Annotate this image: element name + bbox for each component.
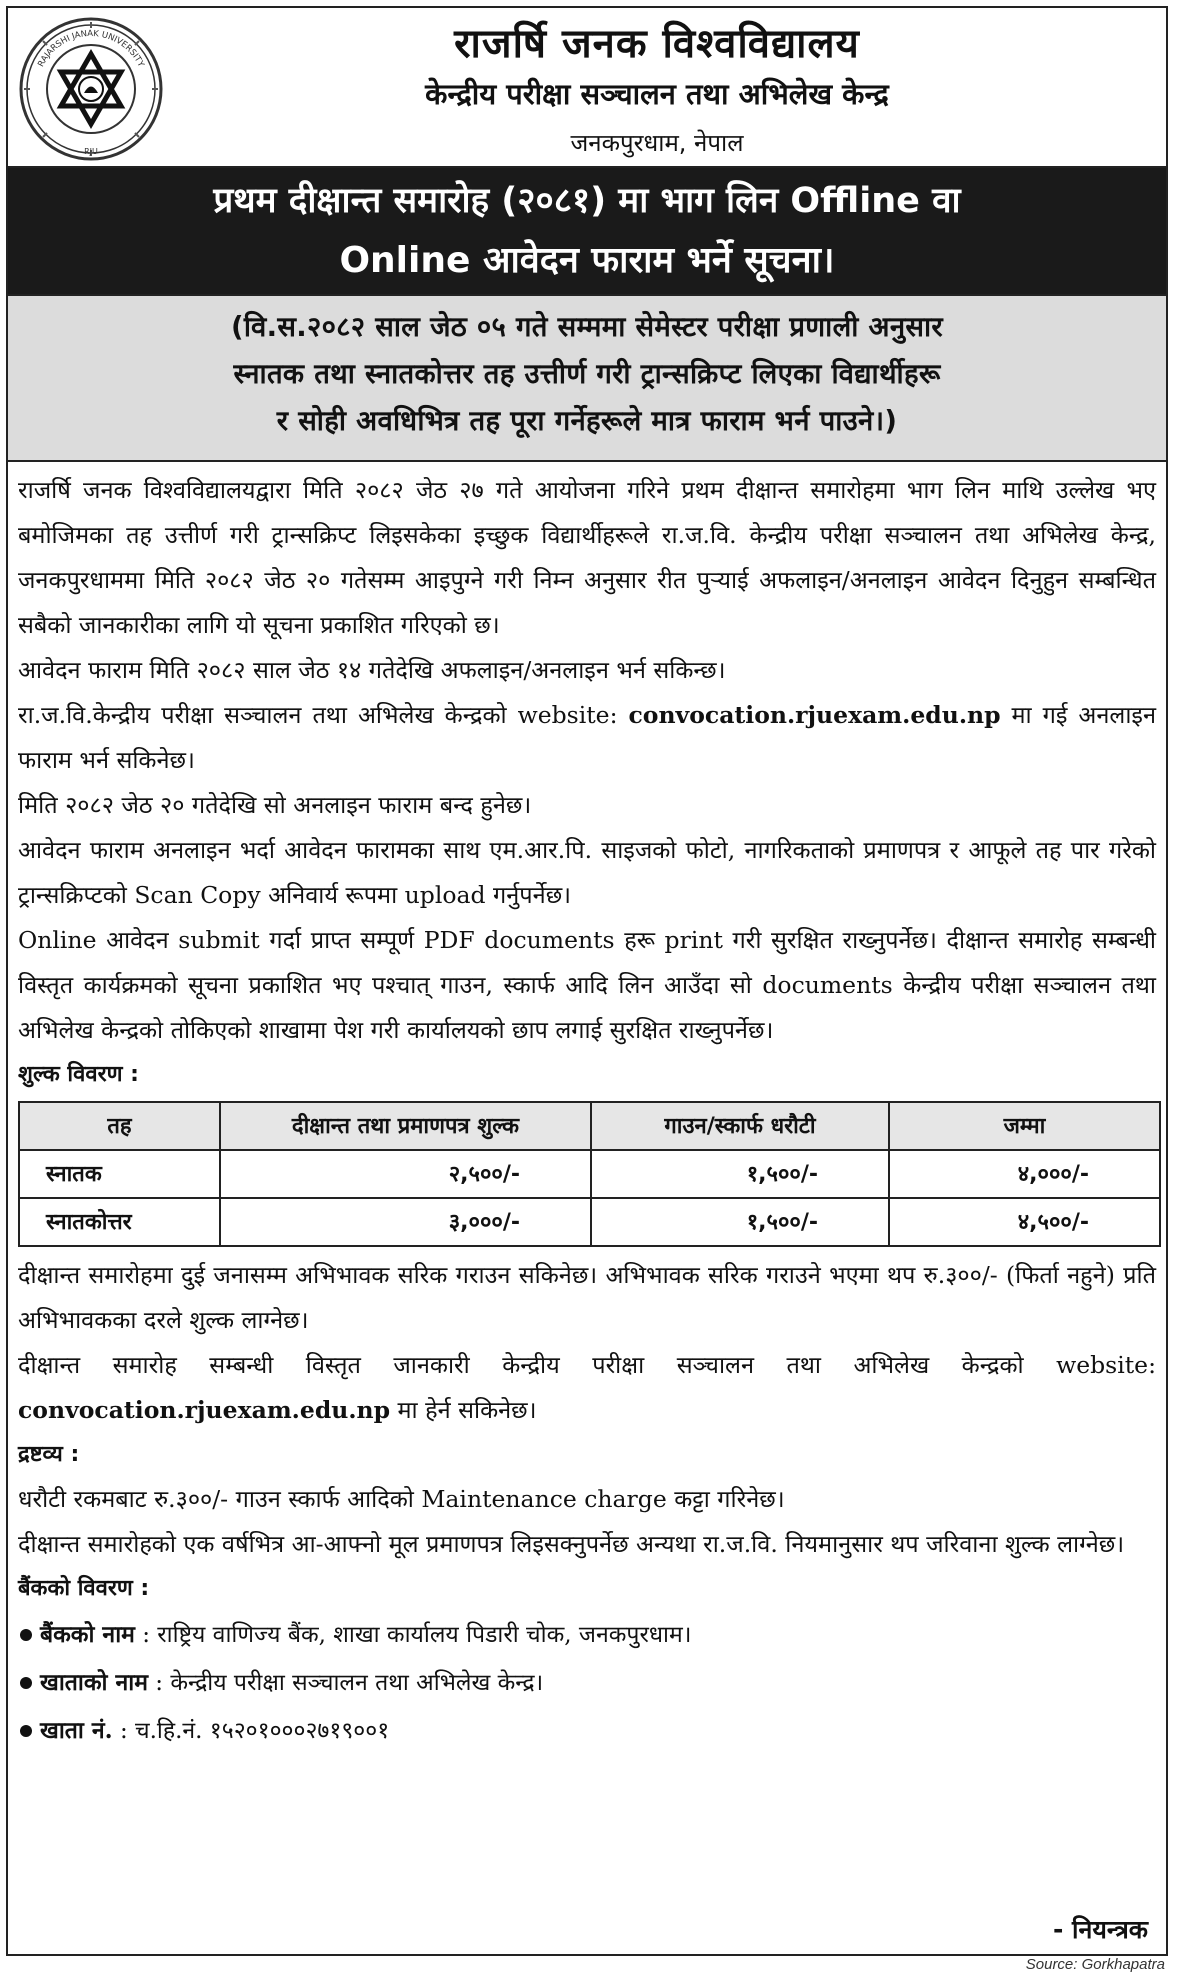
table-row — [19, 1150, 1160, 1198]
controller-signature: - नियन्त्रक — [1052, 1915, 1148, 1944]
website-text-before: रा.ज.वि.केन्द्रीय परीक्षा सञ्चालन तथा अभिलेख केन्द्रको website: — [18, 701, 629, 729]
bank-label: बैंकको विवरण : — [18, 1576, 150, 1601]
fee-header-total: जम्मा — [889, 1102, 1160, 1150]
bank-name-label: बैंकको नाम — [40, 1621, 135, 1648]
source-credit: Source: Gorkhapatra — [1025, 1956, 1165, 1973]
documents-paragraph: आवेदन फाराम अनलाइन भर्दा आवेदन फारामका साथ एम.आर.पि. साइजको फोटो, नागरिकताको प्रमाणपत्र र आफूले तह पार गरेको ट्रान्सक्रिप्टको Scan Copy अनिवार्य रूपमा upload गर्नुपर्नेछ। — [18, 836, 1156, 909]
close-date-paragraph: मिति २०८२ जेठ २० गतेदेखि सो अनलाइन फाराम बन्द हुनेछ। — [18, 791, 532, 819]
fee-level-cell: स्नातक — [19, 1150, 220, 1198]
account-number-line — [18, 1707, 1156, 1755]
details-text-after: मा हेर्न सकिनेछ। — [390, 1396, 537, 1424]
deduction-paragraph: धरौटी रकमबाट रु.३००/- गाउन स्कार्फ आदिको Maintenance charge कट्टा गरिनेछ। — [18, 1485, 785, 1513]
university-name: राजर्षि जनक विश्वविद्यालय — [454, 21, 860, 67]
bank-name-line — [18, 1611, 1156, 1659]
account-number-label: खाता नं. — [40, 1717, 113, 1744]
fee-label: शुल्क विवरण : — [18, 1062, 139, 1087]
university-seal-logo — [16, 14, 166, 164]
notice-title-banner — [8, 168, 1166, 296]
account-number-value: : च.हि.नं. १५२०१०००२७१९००१ — [119, 1718, 390, 1744]
eligibility-line-1: (वि.स.२०८२ साल जेठ ०५ गते सम्ममा सेमेस्टर परीक्षा प्रणाली अनुसार — [231, 311, 943, 343]
location: जनकपुरधाम, नेपाल — [570, 129, 744, 157]
fee-certificate-cell: २,५००/- — [220, 1150, 591, 1198]
fee-header-level: तह — [19, 1102, 220, 1150]
notice-title-line-1: प्रथम दीक्षान्त समारोह (२०८१) मा भाग लिन Offline वा — [213, 181, 961, 221]
account-name-value: : केन्द्रीय परीक्षा सञ्चालन तथा अभिलेख केन्द्र। — [155, 1670, 544, 1696]
notice-body — [8, 462, 1166, 1755]
eligibility-line-3: र सोही अवधिभित्र तह पूरा गर्नेहरूले मात्र फाराम भर्न पाउने।) — [276, 405, 898, 437]
fee-total-cell: ४,०००/- — [889, 1150, 1160, 1198]
bullet-icon — [20, 1629, 32, 1641]
fee-total-cell: ४,५००/- — [889, 1198, 1160, 1246]
fee-table-header-row — [19, 1102, 1160, 1150]
intro-paragraph: राजर्षि जनक विश्वविद्यालयद्वारा मिति २०८२ जेठ २७ गते आयोजना गरिने प्रथम दीक्षान्त समारोहमा भाग लिन माथि उल्लेख भए बमोजिमका तह उत्तीर्ण गरी ट्रान्सक्रिप्ट लिइसकेका इच्छुक विद्यार्थीहरूले रा.ज.वि. केन्द्रीय परीक्षा सञ्चालन तथा अभिलेख केन्द्र, जनकपुरधाममा मिति २०८२ जेठ २० गतेसम्म आइपुग्ने गरी निम्न अनुसार रीत पुर्‍याई अफलाइन/अनलाइन आवेदन दिनुहुन सम्बन्धित सबैको जानकारीका लागि यो सूचना प्रकाशित गरिएको छ। — [18, 476, 1156, 639]
website-text-after: मा गई अनलाइन फाराम भर्न सकिनेछ। — [18, 701, 1156, 774]
fee-gown-cell: १,५००/- — [591, 1198, 889, 1246]
header — [8, 8, 1166, 168]
details-paragraph — [18, 1343, 1156, 1433]
bullet-icon — [20, 1677, 32, 1689]
note-label: द्रष्टव्य : — [18, 1442, 80, 1467]
fee-header-gown-deposit: गाउन/स्कार्फ धरौटी — [591, 1102, 889, 1150]
details-website-link[interactable]: convocation.rjuexam.edu.np — [18, 1396, 391, 1424]
details-text-before: दीक्षान्त समारोह सम्बन्धी विस्तृत जानकारी केन्द्रीय परीक्षा सञ्चालन तथा अभिलेख केन्द्रको website: — [18, 1351, 1156, 1379]
website-link[interactable]: convocation.rjuexam.edu.np — [628, 701, 1001, 729]
print-paragraph: Online आवेदन submit गर्दा प्राप्त सम्पूर्ण PDF documents हरू print गरी सुरक्षित राख्नुपर्नेछ। दीक्षान्त समारोह सम्बन्धी विस्तृत कार्यक्रमको सूचना प्रकाशित भए पश्चात् गाउन, स्कार्फ आदि लिन आउँदा सो documents केन्द्रीय परीक्षा सञ्चालन तथा अभिलेख केन्द्रको तोकिएको शाखामा पेश गरी कार्यालयको छाप लगाई सुरक्षित राख्नुपर्नेछ। — [18, 926, 1156, 1044]
fee-gown-cell: १,५००/- — [591, 1150, 889, 1198]
table-row — [19, 1198, 1160, 1246]
account-name-label: खाताको नाम — [40, 1669, 148, 1696]
guardians-paragraph: दीक्षान्त समारोहमा दुई जनासम्म अभिभावक सरिक गराउन सकिनेछ। अभिभावक सरिक गराउने भएमा थप रु.३००/- (फिर्ता नहुने) प्रति अभिभावकका दरले शुल्क लाग्नेछ। — [18, 1261, 1156, 1334]
bullet-icon — [20, 1725, 32, 1737]
apply-from-paragraph: आवेदन फाराम मिति २०८२ साल जेठ १४ गतेदेखि अफलाइन/अनलाइन भर्न सकिन्छ। — [18, 656, 726, 684]
notice-title-line-2: Online आवेदन फाराम भर्ने सूचना। — [339, 240, 835, 281]
certificate-paragraph: दीक्षान्त समारोहको एक वर्षभित्र आ-आफ्नो मूल प्रमाणपत्र लिइसक्नुपर्नेछ अन्यथा रा.ज.वि. नियमानुसार थप जरिवाना शुल्क लाग्नेछ। — [18, 1530, 1125, 1558]
bank-name-value: : राष्ट्रिय वाणिज्य बैंक, शाखा कार्यालय पिडारी चोक, जनकपुरधाम। — [142, 1622, 692, 1648]
eligibility-line-2: स्नातक तथा स्नातकोत्तर तह उत्तीर्ण गरी ट्रान्सक्रिप्ट लिएका विद्यार्थीहरू — [233, 358, 941, 390]
fee-level-cell: स्नातकोत्तर — [19, 1198, 220, 1246]
fee-header-certificate: दीक्षान्त तथा प्रमाणपत्र शुल्क — [220, 1102, 591, 1150]
account-name-line — [18, 1659, 1156, 1707]
website-paragraph — [18, 693, 1156, 783]
seal-motto: RJU — [84, 147, 98, 156]
eligibility-box — [8, 296, 1166, 462]
center-name: केन्द्रीय परीक्षा सञ्चालन तथा अभिलेख केन्द्र — [425, 77, 889, 111]
seal-text: RAJARSHI JANAK UNIVERSITY — [36, 28, 146, 69]
notice-document — [6, 6, 1168, 1956]
fee-table — [18, 1101, 1161, 1247]
fee-certificate-cell: ३,०००/- — [220, 1198, 591, 1246]
